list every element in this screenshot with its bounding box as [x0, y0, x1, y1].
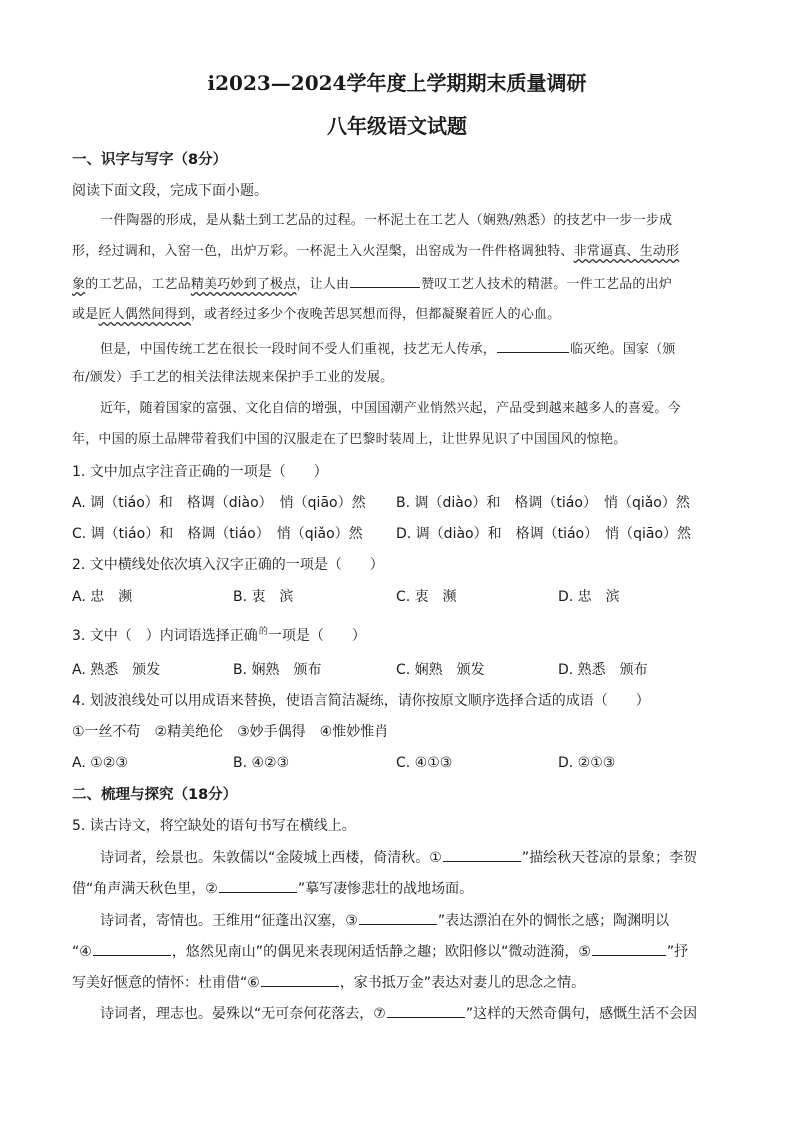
wavy-underlined-phrase: 非常逼真、生动形: [573, 244, 680, 259]
question-4-option-b[interactable]: B. ④②③: [233, 755, 290, 771]
answer-blank-1[interactable]: [443, 847, 521, 862]
question-text: 3. 文中（ ）内词语选择正确: [72, 628, 258, 644]
passage-p1-line4: [72, 305, 560, 325]
passage-p3-line2: 年，中国的原土品牌带着我们中国的汉服走在了巴黎时装周上，让世界见识了中国国风的惊艳。: [72, 432, 627, 447]
passage-p2-line2: 布/颁发）手工艺的相关法律法规来保护手工业的发展。: [72, 370, 394, 385]
question-2-option-d[interactable]: D. 忠 滨: [558, 589, 620, 605]
question-3-option-b[interactable]: B. 娴熟 颁布: [233, 662, 322, 678]
section-heading-2: 二、梳理与探究（18分）: [72, 787, 238, 803]
question-3-option-a[interactable]: A. 熟悉 颁发: [72, 662, 161, 678]
passage-p3-line1: 近年，随着国家的富强、文化自信的增强，中国国潮产业悄然兴起，产品受到越来越多人的喜爱。今: [100, 401, 681, 416]
passage-text: 但是，中国传统工艺在很长一段时间不受人们重视，技艺无人传承，: [100, 342, 497, 357]
question-5-para3-line1: [100, 1003, 697, 1024]
answer-blank-3[interactable]: [359, 910, 437, 925]
question-text: 一项是（ ）: [267, 628, 366, 644]
question-text: 借“角声满天秋色里，②: [72, 881, 218, 897]
question-5-para2-line2: [72, 941, 688, 962]
question-2-option-c[interactable]: C. 衷 濒: [396, 589, 457, 605]
answer-blank-7[interactable]: [387, 1003, 465, 1018]
fill-blank[interactable]: [497, 338, 569, 353]
question-text: ”表达漂泊在外的惆怅之感；陶渊明以: [437, 913, 670, 929]
passage-text: ，或者经过多少个夜晚苦思冥想而得，但都凝聚着匠人的心血。: [190, 307, 561, 322]
question-4-idioms: ①一丝不苟 ②精美绝伦 ③妙手偶得 ④惟妙惟肖: [72, 724, 389, 740]
question-text-mark: 的: [258, 627, 268, 637]
question-text: ，悠然见南山”的偶见来表现闲适恬静之趣；欧阳修以“微动涟漪，⑤: [171, 944, 591, 960]
question-text: ”摹写凄惨悲壮的战地场面。: [297, 881, 474, 897]
question-5-para2-line3: [72, 972, 585, 993]
question-2-option-b[interactable]: B. 衷 滨: [233, 589, 294, 605]
question-text: 写美好惬意的情怀：杜甫借“⑥: [72, 975, 260, 991]
question-5-stem: 5. 读古诗文，将空缺处的语句书写在横线上。: [72, 818, 356, 834]
question-4-option-a[interactable]: A. ①②③: [72, 755, 128, 771]
question-text: 诗词者，理志也。晏殊以“无可奈何花落去，⑦: [100, 1006, 386, 1022]
passage-text: 或是: [72, 307, 99, 322]
wavy-underlined-phrase: 精美巧妙到了极点: [190, 277, 297, 292]
passage-p1-line3: [72, 273, 672, 295]
question-5-para2-line1: [100, 910, 669, 931]
question-1-option-c[interactable]: C. 调（tiáo）和 格调（tiáo） 悄（qiǎo）然: [72, 526, 363, 542]
passage-text: 形，经过调和，入窑一色，出炉万彩。一杯泥土入火涅槃，出窑成为一件件格调独特、: [72, 244, 574, 259]
answer-blank-6[interactable]: [261, 972, 339, 987]
question-1-stem: 1. 文中加点字注音正确的一项是（ ）: [72, 464, 328, 480]
question-5-para1-line2: [72, 878, 473, 899]
question-text: 诗词者，寄情也。王维用“征蓬出汉塞，③: [100, 913, 358, 929]
passage-p2-line1: [100, 338, 676, 360]
question-text: ”描绘秋天苍凉的景象；李贺: [521, 850, 698, 866]
question-4-option-d[interactable]: D. ②①③: [558, 755, 616, 771]
question-4-option-c[interactable]: C. ④①③: [396, 755, 453, 771]
passage-text: ，让人由: [296, 277, 350, 292]
exam-title: i2023—2024学年度上学期期末质量调研: [207, 71, 587, 95]
exam-subtitle: 八年级语文试题: [327, 114, 467, 138]
reading-intro: 阅读下面文段，完成下面小题。: [72, 183, 268, 199]
wavy-underlined-phrase: 匠人偶然间得到: [98, 307, 191, 322]
question-text: 诗词者，绘景也。朱敦儒以“金陵城上西楼，倚清秋。①: [100, 850, 442, 866]
question-2-option-a[interactable]: A. 忠 濒: [72, 589, 133, 605]
passage-text: 的工艺品，工艺品: [85, 277, 191, 292]
passage-text: 临灭绝。国家（颁: [570, 342, 676, 357]
section-heading-1: 一、识字与写字（8分）: [72, 152, 228, 168]
passage-p1-line1: 一件陶器的形成，是从黏土到工艺品的过程。一杯泥土在工艺人（娴熟/熟悉）的技艺中一步一步成: [100, 213, 673, 228]
question-3-option-c[interactable]: C. 娴熟 颁发: [396, 662, 485, 678]
question-1-option-a[interactable]: A. 调（tiáo）和 格调（diào） 悄（qiāo）然: [72, 495, 366, 511]
question-5-para1-line1: [100, 847, 697, 868]
wavy-underlined-phrase: 象: [72, 277, 86, 292]
question-text: ，家书抵万金”表达对妻儿的思念之情。: [339, 975, 586, 991]
answer-blank-5[interactable]: [592, 941, 666, 956]
question-text: ”这样的天然奇偶句，感慨生活不会因: [465, 1006, 698, 1022]
question-4-stem: 4. 划波浪线处可以用成语来替换，使语言简洁凝练，请你按原文顺序选择合适的成语（ ）: [72, 693, 650, 709]
passage-p1-line2: [72, 242, 679, 262]
answer-blank-2[interactable]: [219, 878, 297, 893]
answer-blank-4[interactable]: [93, 941, 171, 956]
question-1-option-d[interactable]: D. 调（diào）和 格调（tiáo） 悄（qiāo）然: [396, 526, 692, 542]
fill-blank[interactable]: [350, 273, 420, 288]
question-1-option-b[interactable]: B. 调（diào）和 格调（tiáo） 悄（qiǎo）然: [396, 495, 690, 511]
question-3-stem: [72, 626, 366, 648]
question-2-stem: 2. 文中横线处依次填入汉字正确的一项是（ ）: [72, 557, 384, 573]
passage-text: 赞叹工艺人技术的精湛。一件工艺品的出炉: [421, 277, 673, 292]
question-text: ”抒: [666, 944, 689, 960]
question-text: “④: [72, 944, 92, 960]
question-3-option-d[interactable]: D. 熟悉 颁布: [558, 662, 648, 678]
